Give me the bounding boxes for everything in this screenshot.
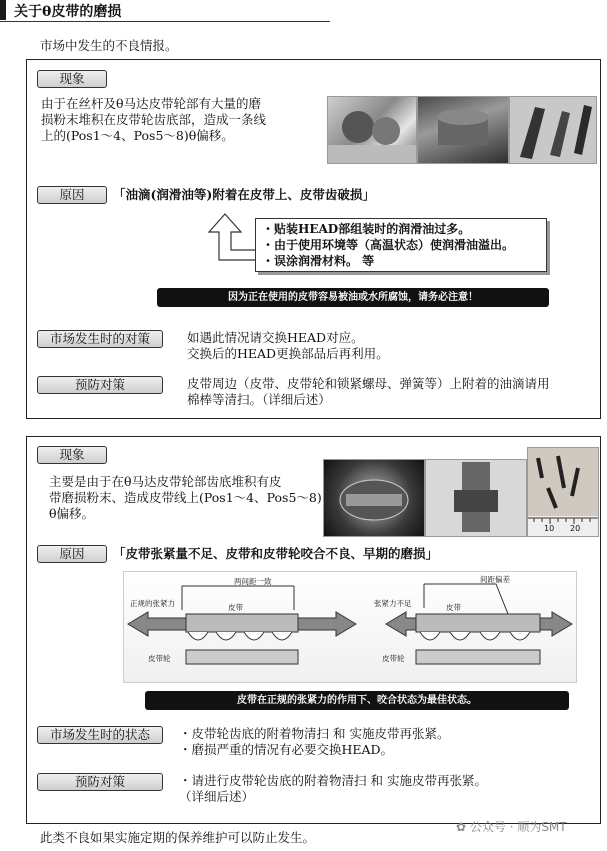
phenomenon-text: 主要是由于在θ马达皮带轮部齿底堆积有皮 带磨损粉末、造成皮带线上(Pos1～4、Pos5～8) θ偏移。 (49, 474, 322, 521)
ruler-label: 10 (544, 524, 555, 533)
ruler-label: 20 (570, 524, 581, 533)
prevention-tag: 预防对策 (37, 376, 163, 394)
cause-tag: 原因 (37, 186, 107, 204)
market-measure-tag: 市场发生时的对策 (37, 330, 163, 348)
page-title: 关于θ皮带的磨损 (14, 4, 122, 20)
diagram-label: 正规的张紧力 (130, 599, 175, 608)
phenomenon-tag: 现象 (37, 70, 107, 88)
worn-belt-photo (509, 96, 597, 164)
pulley-photo-1 (327, 96, 417, 164)
cause-item: ・误涂润滑材料。 等 (262, 254, 375, 268)
cause-text: 「油滴(润滑油等)附着在皮带上、皮带齿破损」 (113, 187, 375, 202)
footer-note: 此类不良如果实施定期的保养维护可以防止发生。 (40, 830, 316, 845)
page-subtitle: 市场中发生的不良情报。 (40, 38, 178, 53)
belt-diagram (123, 571, 577, 683)
diagram-label: 张紧力不足 (374, 599, 412, 608)
title-marker (0, 0, 6, 20)
cause-item: ・由于使用环境等（高温状态）使润滑油溢出。 (262, 238, 515, 252)
diagram-label: 皮带 (446, 603, 461, 612)
pulley-photo-2 (417, 96, 509, 164)
ruler-debris-photo (527, 447, 599, 537)
prevention-text: ・请进行皮带轮齿底的附着物清扫 和 实施皮带再张紧。 （详细后述） (179, 773, 487, 804)
pulley-photo-4 (425, 459, 527, 537)
wechat-icon: ✿ (456, 820, 470, 834)
market-measure-text: 如遇此情况请交换HEAD对应。 交换后的HEAD更换部品后再利用。 (187, 330, 389, 361)
title-underline (0, 21, 330, 22)
cause-tag: 原因 (37, 545, 107, 563)
pulley-photo-3 (323, 459, 425, 537)
diagram-label: 皮带轮 (382, 654, 405, 663)
market-status-tag: 市场发生时的状态 (37, 726, 163, 744)
panel-belt-tension (26, 436, 601, 824)
diagram-label: 两间距一致 (234, 577, 272, 586)
diagram-label: 皮带轮 (148, 654, 171, 663)
warning-banner: 因为正在使用的皮带容易被油或水所腐蚀，请务必注意！ (157, 288, 549, 307)
diagram-label: 皮带 (228, 603, 243, 612)
cause-box (255, 218, 547, 272)
prevention-text: 皮带周边（皮带、皮带轮和锁紧螺母、弹簧等）上附着的油滴请用 棉棒等清扫。（详细后述） (187, 376, 550, 407)
phenomenon-tag: 现象 (37, 446, 107, 464)
market-status-text: ・皮带轮齿底的附着物清扫 和 实施皮带再张紧。 ・磨损严重的情况有必要交换HEAD。 (179, 726, 450, 757)
title-bar (0, 0, 330, 20)
info-banner: 皮带在正规的张紧力的作用下、咬合状态为最佳状态。 (145, 691, 569, 710)
cause-text: 「皮带张紧量不足、皮带和皮带轮咬合不良、早期的磨损」 (113, 546, 439, 561)
cause-item: ・贴装HEAD部组装时的润滑油过多。 (262, 222, 471, 236)
prevention-tag: 预防对策 (37, 773, 163, 791)
watermark: ✿ 公众号 · 顺为SMT (456, 820, 567, 834)
phenomenon-text: 由于在丝杆及θ马达皮带轮部有大量的磨 损粉末堆积在皮带轮齿底部，造成一条线 上的(Pos1～4、Pos5～8)θ偏移。 (41, 96, 267, 143)
panel-oil-drop (26, 59, 601, 419)
diagram-label: 间距偏差 (480, 575, 510, 584)
